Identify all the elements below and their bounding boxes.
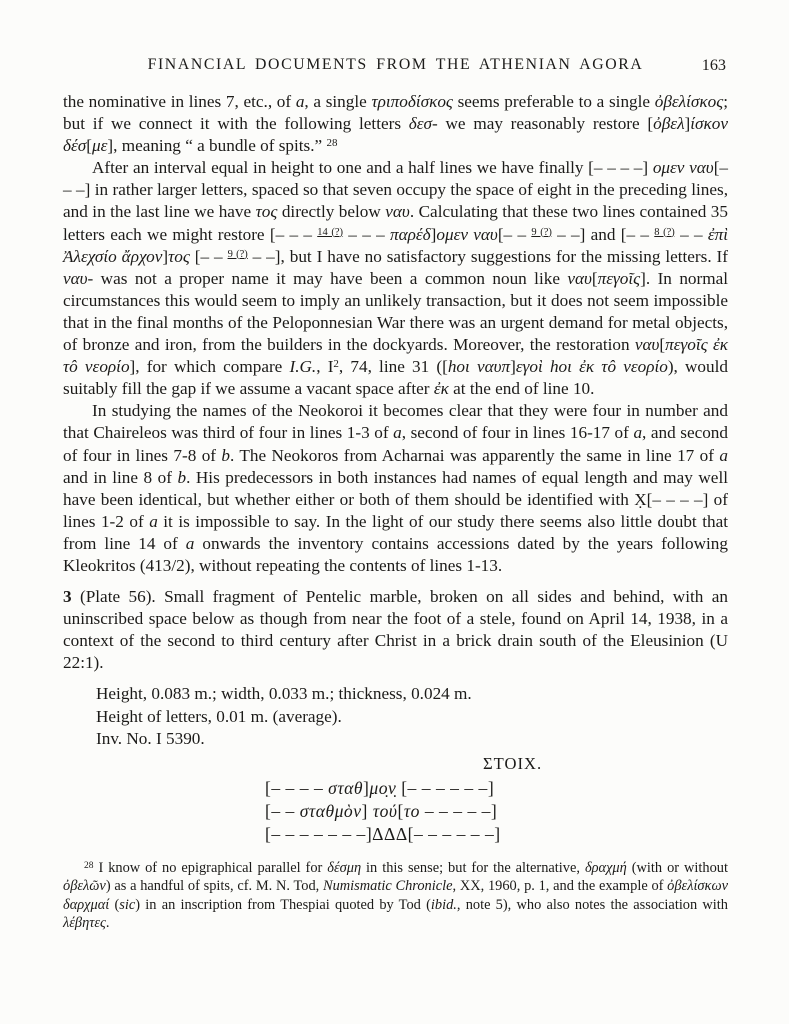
paragraph-neokoroi: In studying the names of the Neokoroi it becomes clear that they were four in number and that Chaireleos was third of four in lines 1-3 of a, second of four in lines 16-17 of a, and second of four in lines 7-8 of b. The Neokoros from Acharnai was apparently the same in line 17 of a and in line 8 of b. His predecessors in both instances had names of equal length and may well have been identical, but whether either or both of them should be identified with X̣[– – – –] of lines 1-2 of a it is impossible to say. In the light of our study there seems also little doubt that from line 14 of a onwards the inventory contains accessions dated by the years following Kleokritos (413/2), without repeating the contents of lines 1-13. <box>63 401 728 575</box>
inscription-line-1: [– – – – σταθ]μο̣ν̣ [– – – – – –] <box>265 777 495 798</box>
measurements-line-dimensions: Height, 0.083 m.; width, 0.033 m.; thickness, 0.024 m. <box>96 684 472 704</box>
paragraph-catalogue-entry-3: 3 (Plate 56). Small fragment of Pentelic marble, broken on all sides and behind, with an uninscribed space below as though from near the foot of a stele, found on April 14, 1938, in a context of the second to third century after Christ in a brick drain south of the Eleusinion (U 22:1). <box>63 587 728 673</box>
inscription-line-2: [– – σταθμὸν] τού[το – – – – –] <box>265 800 498 821</box>
footnote-28: $^{28}$ I know of no epigraphical parallel for δέσμη in this sense; but for the alternative, δραχμή (with or without ὀβελῶν) as a handful of spits, cf. M. N. Tod, Numismatic Chronicle, XX, 1960, p. 1, and the example of ὀβελίσκων δαρχμαί (sic) in an inscription from Thespiai quoted by Tod (ibid., note 5), who also notes the association with λέβητες. <box>63 859 729 932</box>
measurements-block <box>96 683 728 750</box>
measurements-line-letter-height: Height of letters, 0.01 m. (average). <box>96 706 342 726</box>
stoichedon-label: ΣΤΟΙΧ. <box>483 753 543 773</box>
inscription-line-3: [– – – – – – –]ΔΔΔ[– – – – – –] <box>265 823 501 844</box>
page-header <box>63 56 728 76</box>
inscription-text <box>265 777 728 846</box>
running-title: FINANCIAL DOCUMENTS FROM THE ATHENIAN AGORA <box>147 56 644 73</box>
text-block <box>63 56 728 947</box>
paragraph-interval-restoration: After an interval equal in height to one and a half lines we have finally [– – – –] ομεν ναυ[– – –] in rather larger letters, spaced so that seven occupy the space of eight in the preceding lines, and in the last line we have τος directly below ναυ. Calculating that these two lines contained 35 letters each we might restore [– – – $^{14 (?)}$ – – – παρέδ]ομεν ναυ[– – $^{9 (?)}$ – –] and [– – $^{8 (?)}$ – – ἐπὶ Ἀλεχσίο ἄρχον]τος [– – $^{9 (?)}$ – –], but I have no satisfactory suggestions for the missing letters. If ναυ- was not a proper name it may have been a common noun like ναυ[πεγοῖς]. In normal circumstances this would seem to imply an unlikely transaction, but it does not seem impossible that in the final months of the Peloponnesian War there was an urgent demand for metal objects, of bronze and iron, from the builders in the dockyards. Moreover, the restoration ναυ[πεγοῖς ἐκ τô νεορίο], for which compare I.G., $I^2$, 74, line 31 ([hοι ναυπ]εγοὶ hοι ἐκ τô νεορίο), would suitably fill the gap if we assume a vacant space after ἐκ at the end of line 10. <box>63 158 729 399</box>
page-number: 163 <box>701 56 726 74</box>
paragraph-continuation: the nominative in lines 7, etc., of a, a single τριποδίσκος seems preferable to a single ὀβελίσκος; but if we connect it with the following letters δεσ- we may reasonably restore [ὀβελ]ίσκον δέσ[με], meaning “ a bundle of spits.” $^{28}$ <box>63 92 728 156</box>
inventory-number: Inv. No. I 5390. <box>96 729 205 749</box>
